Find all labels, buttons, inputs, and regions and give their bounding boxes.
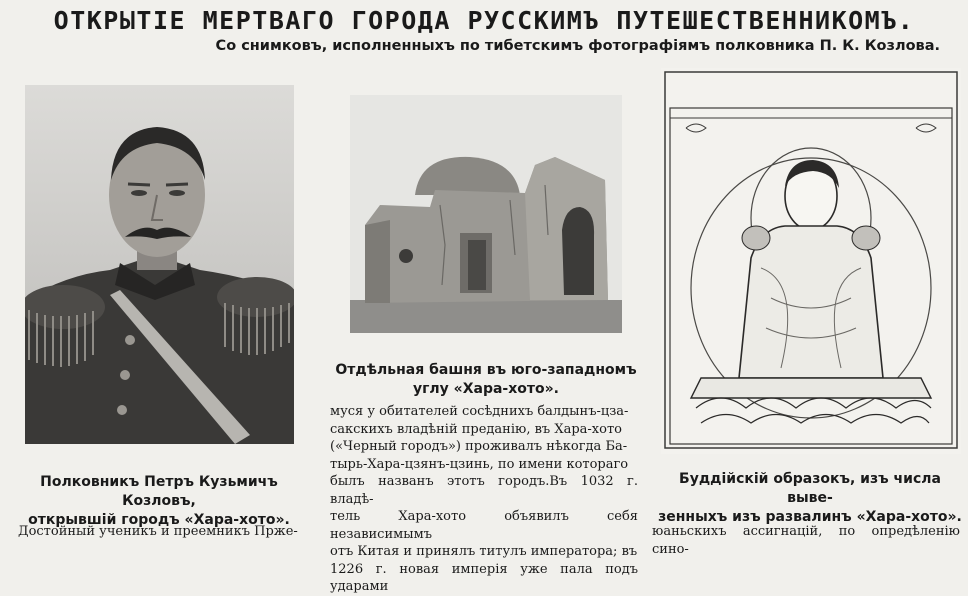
text-line: («Черный городъ») проживалъ нѣкогда Ба-	[330, 439, 628, 454]
portrait-illustration	[25, 85, 294, 444]
middle-column-text	[330, 403, 638, 596]
portrait-photo	[25, 85, 294, 444]
portrait-caption-line: открывшій городъ «Хара-хото».	[28, 512, 290, 528]
tower-illustration	[350, 95, 622, 333]
text-line: сакскихъ владѣній преданію, въ Хара-хото	[330, 421, 622, 437]
tower-photo	[350, 95, 622, 333]
left-column-text	[18, 523, 314, 541]
buddhist-icon-illustration	[661, 68, 961, 454]
icon-caption-line: Буддійскій образокъ, изъ числа выве-	[679, 471, 941, 506]
article-headline: ОТКРЫТІЕ МЕРТВАГО ГОРОДА РУССКИМЪ ПУТЕШЕСТВЕННИКОМЪ.	[53, 6, 915, 35]
text-line: тырь-Хара-цзянъ-цзинь, по имени котораго	[330, 456, 629, 472]
icon-caption	[654, 470, 966, 527]
text-line: 1226 г. новая имперія уже пала подъ ударами	[330, 561, 638, 594]
text-line: Достойный ученикъ и преемникъ Прже-	[18, 524, 298, 539]
text-line: муся у обитателей сосѣднихъ балдынъ-цза-	[330, 404, 629, 419]
tower-caption	[335, 361, 637, 399]
portrait-caption	[6, 473, 312, 530]
tower-caption-line: углу «Хара-хото».	[412, 381, 559, 397]
right-column-text	[652, 523, 960, 558]
text-line: юаньскихъ ассигнацій, по опредѣленію сино-	[652, 524, 960, 557]
icon-drawing	[661, 68, 961, 454]
text-line: отъ Китая и принялъ титулъ императора; въ	[330, 544, 638, 559]
article-subheadline: Со снимковъ, исполненныхъ по тибетскимъ фотографіямъ полковника П. К. Козлова.	[215, 38, 940, 54]
tower-caption-line: Отдѣльная башня въ юго-западномъ	[335, 362, 637, 378]
text-line: тель Хара-хото объявилъ себя независимымъ	[330, 509, 638, 542]
text-line: былъ названъ этотъ городъ.Въ 1032 г. владѣ-	[330, 474, 638, 507]
portrait-caption-line: Полковникъ Петръ Кузьмичъ Козловъ,	[40, 474, 278, 509]
icon-caption-line: зенныхъ изъ развалинъ «Хара-хото».	[658, 509, 962, 525]
